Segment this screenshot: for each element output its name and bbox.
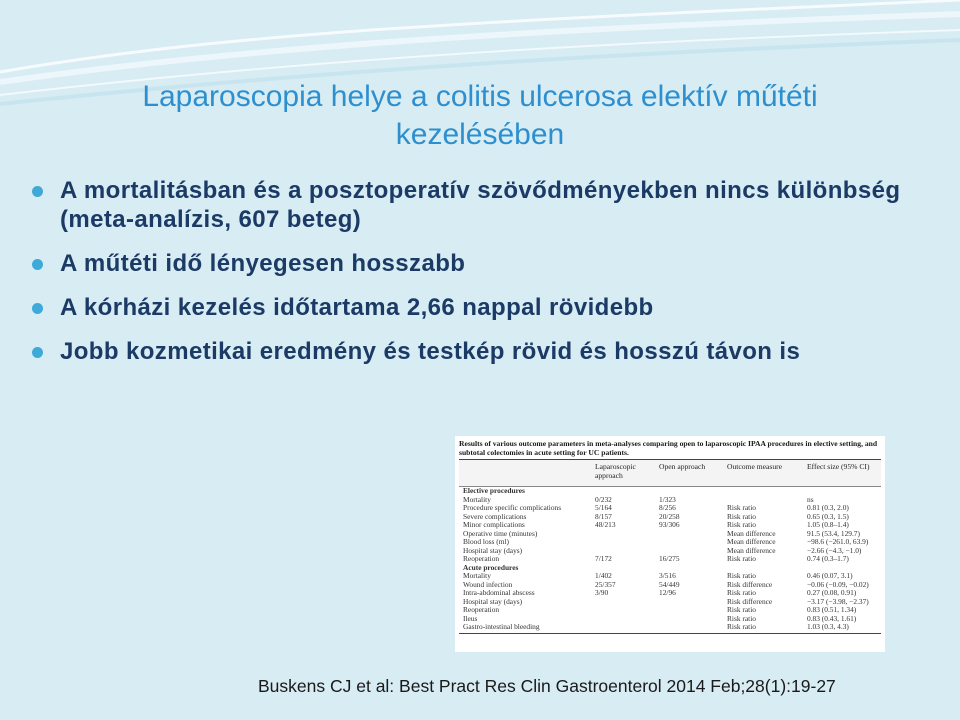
table-cell: Hospital stay (days): [463, 596, 523, 606]
table-cell: Elective procedures: [463, 486, 525, 495]
bullet-dot-icon: [32, 303, 43, 314]
table-cell: 8/256: [659, 503, 676, 512]
table-cell: Reoperation: [463, 605, 500, 614]
table-row: [459, 555, 881, 564]
table-cell: 54/449: [659, 579, 680, 589]
bullet-text: A mortalitásban és a posztoperatív szövődményekben nincs különbség (meta-analízis, 607 beteg): [60, 177, 901, 233]
table-cell: Hospital stay (days): [463, 545, 523, 555]
results-table: [459, 459, 881, 634]
table-cell: 3/90: [595, 588, 609, 597]
bullet-item: [28, 337, 928, 366]
table-cell: Procedure specific complications: [463, 503, 562, 512]
slide-title: [40, 78, 920, 154]
table-cell: 1.05 (0.8–1.4): [807, 520, 849, 529]
results-table-image: [455, 436, 885, 652]
table-cell: 1/323: [659, 494, 676, 504]
table-cell: −2.66 (−4.3, −1.0): [807, 545, 862, 555]
table-cell: 1/402: [595, 571, 612, 580]
table-cell: Severe complications: [463, 511, 527, 521]
table-cell: Risk ratio: [727, 613, 756, 623]
table-cell: Blood loss (ml): [463, 537, 509, 546]
table-cell: Risk ratio: [727, 622, 756, 631]
table-bottom-rule: [459, 633, 881, 634]
table-cell: Mean difference: [727, 537, 776, 546]
table-cell: 91.5 (53.4, 129.7): [807, 528, 860, 538]
table-cell: 8/157: [595, 511, 612, 521]
table-cell: 20/258: [659, 511, 680, 521]
table-cell: 0.83 (0.43, 1.61): [807, 613, 857, 623]
table-cell: Mean difference: [727, 528, 776, 538]
bullet-dot-icon: [32, 347, 43, 358]
table-cell: Risk ratio: [727, 554, 756, 563]
table-cell: −0.06 (−0.09, −0.02): [807, 579, 869, 589]
table-cell: 0.27 (0.08, 0.91): [807, 588, 857, 597]
header-open: Open approach: [659, 462, 706, 471]
table-cell: Mortality: [463, 494, 491, 504]
table-cell: 0.65 (0.3, 1.5): [807, 511, 849, 521]
bullet-dot-icon: [32, 186, 43, 197]
table-cell: Operative time (minutes): [463, 528, 538, 538]
table-cell: 93/306: [659, 520, 680, 529]
table-cell: Risk ratio: [727, 571, 756, 580]
bullet-item: [28, 176, 928, 234]
table-caption: Results of various outcome parameters in meta-analyses comparing open to laparoscopic IPAA procedures in elective setting, and subtotal colectomies in acute setting for UC patients.: [459, 439, 878, 457]
citation: Buskens CJ et al: Best Pract Res Clin Gastroenterol 2014 Feb;28(1):19-27: [258, 676, 836, 696]
table-cell: 0/232: [595, 494, 612, 504]
table-cell: Risk ratio: [727, 520, 756, 529]
table-cell: −98.6 (−261.0, 63.9): [807, 537, 869, 546]
table-cell: 48/213: [595, 520, 616, 529]
table-cell: 7/172: [595, 554, 612, 563]
header-outcome: Outcome measure: [727, 462, 783, 471]
table-cell: Wound infection: [463, 579, 513, 589]
table-cell: 25/357: [595, 579, 616, 589]
table-cell: Risk ratio: [727, 588, 756, 597]
bullet-text: Jobb kozmetikai eredmény és testkép rövid és hosszú távon is: [60, 338, 801, 365]
table-body: [459, 487, 881, 632]
table-cell: 5/164: [595, 503, 612, 512]
bullet-dot-icon: [32, 259, 43, 270]
table-cell: Ileus: [463, 613, 478, 623]
table-cell: Minor complications: [463, 520, 525, 529]
table-cell: 16/275: [659, 554, 680, 563]
table-cell: −3.17 (−3.98, −2.37): [807, 596, 869, 606]
table-cell: Acute procedures: [463, 562, 519, 572]
slide-title-line1: Laparoscopia helye a colitis ulcerosa elektív műtéti: [142, 80, 818, 113]
table-cell: 12/96: [659, 588, 676, 597]
table-cell: Mean difference: [727, 545, 776, 555]
bullet-item: [28, 293, 928, 322]
table-cell: Gastro-intestinal bleeding: [463, 622, 540, 631]
table-cell: 0.83 (0.51, 1.34): [807, 605, 857, 614]
bullet-text: A műtéti idő lényegesen hosszabb: [60, 250, 466, 277]
table-cell: Intra-abdominal abscess: [463, 588, 535, 597]
table-cell: 1.03 (0.3, 4.3): [807, 622, 849, 631]
bullet-list: [28, 176, 928, 381]
table-cell: 0.46 (0.07, 3.1): [807, 571, 853, 580]
table-cell: ns: [807, 494, 814, 504]
slide-title-line2: kezelésében: [395, 118, 565, 151]
header-laparoscopic: Laparoscopic approach: [595, 462, 636, 480]
table-row: [459, 623, 881, 632]
bullet-text: A kórházi kezelés időtartama 2,66 nappal rövidebb: [60, 294, 654, 321]
table-cell: 0.74 (0.3–1.7): [807, 554, 849, 563]
table-cell: Reoperation: [463, 554, 500, 563]
table-cell: Risk ratio: [727, 511, 756, 521]
table-cell: 3/516: [659, 571, 676, 580]
table-cell: Risk difference: [727, 579, 773, 589]
header-effect-size: Effect size (95% CI): [807, 462, 870, 471]
table-cell: Mortality: [463, 571, 491, 580]
table-cell: Risk difference: [727, 596, 773, 606]
table-cell: 0.81 (0.3, 2.0): [807, 503, 849, 512]
bullet-item: [28, 249, 928, 278]
table-header: [459, 459, 881, 487]
table-cell: Risk ratio: [727, 605, 756, 614]
table-cell: Risk ratio: [727, 503, 756, 512]
